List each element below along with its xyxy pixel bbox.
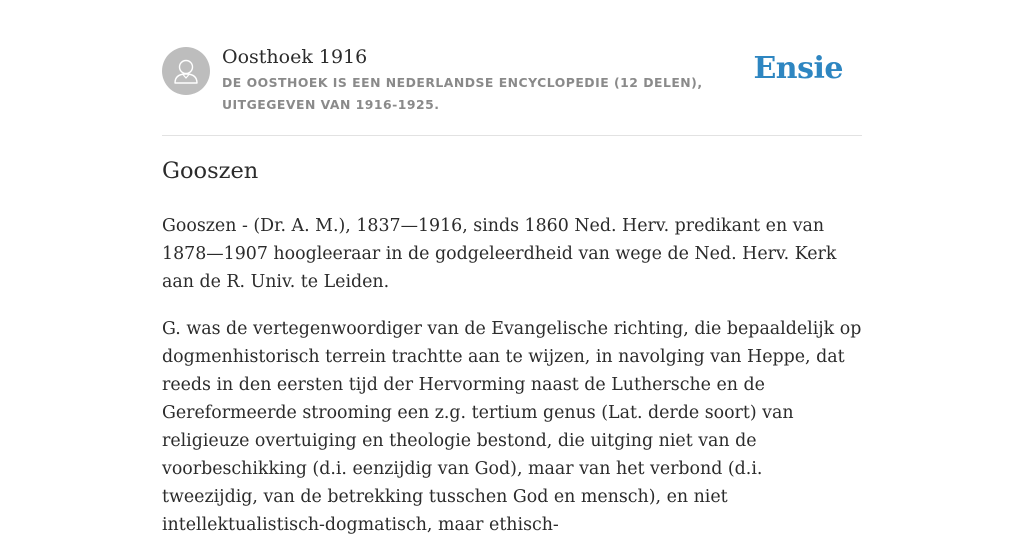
entry-title: Gooszen [162, 158, 259, 184]
source-header [162, 0, 862, 136]
page [162, 0, 862, 535]
entry-body [162, 212, 862, 558]
user-icon [162, 47, 210, 95]
source-title[interactable]: Oosthoek 1916 [222, 46, 368, 68]
brand-logo-link[interactable]: Ensie [753, 51, 843, 86]
entry-paragraph: G. was de vertegenwoordiger van de Evangelische richting, die bepaaldelijk op dogmenhistorisch terrein trachtte aan te wijzen, in navolging van Heppe, dat reeds in den eersten tijd der Hervorming naast de Luthersche en de Gereformeerde strooming een z.g. tertium genus (Lat. derde soort) van religieuze overtuiging en theologie bestond, die uitging niet van de voorbeschikking (d.i. eenzijdig van God), maar van het verbond (d.i. tweezijdig, van de betrekking tusschen God en mensch), en niet intellektualistisch-dogmatisch, maar ethisch- [162, 319, 862, 535]
avatar[interactable] [162, 47, 210, 95]
entry-paragraph: Gooszen - (Dr. A. M.), 1837—1916, sinds 1860 Ned. Herv. predikant en van 1878—1907 hoogleeraar in de godgeleerdheid van wege de Ned. Herv. Kerk aan de R. Univ. te Leiden. [162, 216, 837, 292]
source-description: DE OOSTHOEK IS EEN NEDERLANDSE ENCYCLOPEDIE (12 DELEN), UITGEGEVEN VAN 1916-1925. [222, 75, 703, 112]
